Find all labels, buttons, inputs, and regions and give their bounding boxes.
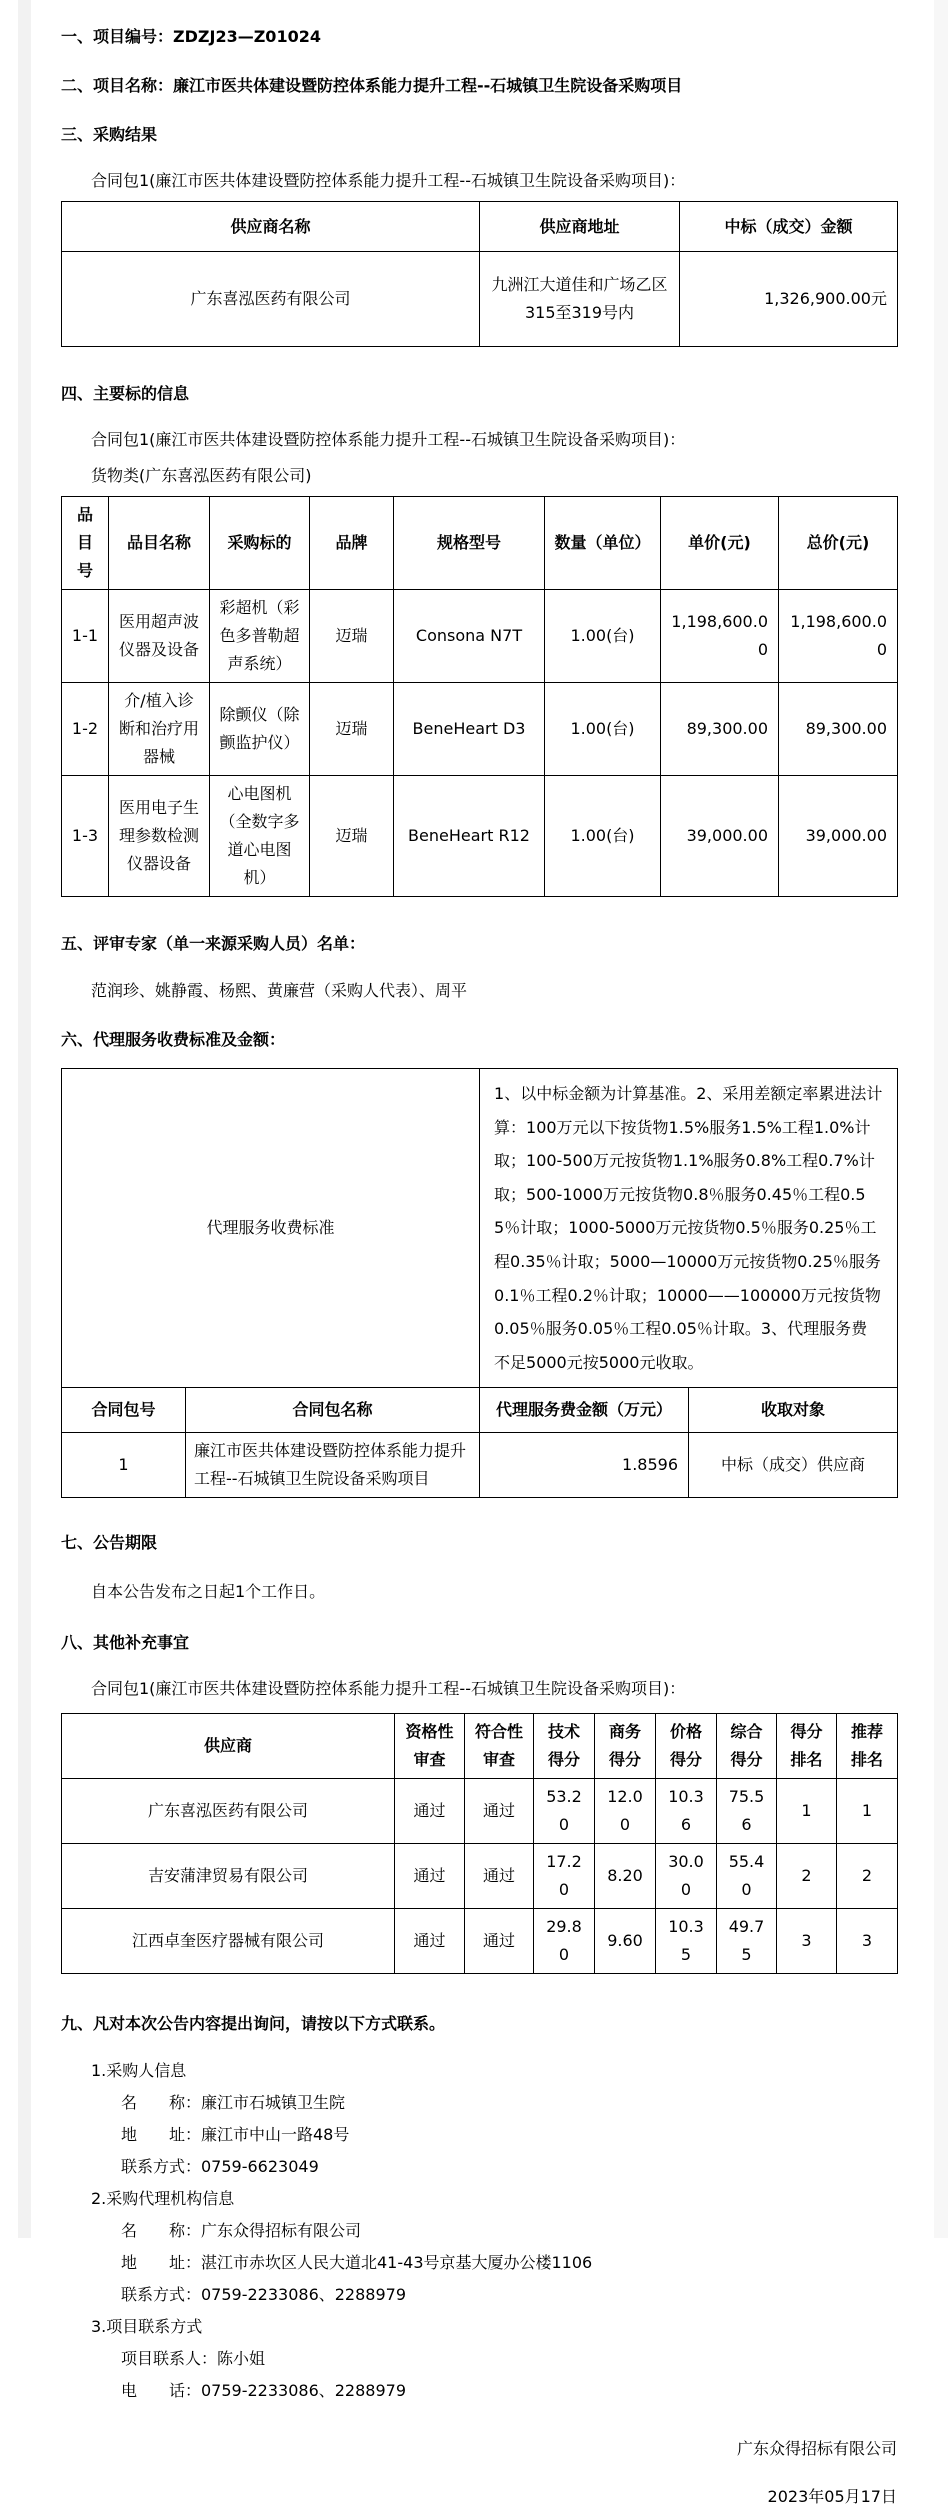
project-name-title: 二、项目名称：廉江市医共体建设暨防控体系能力提升工程--石城镇卫生院设备采购项目 bbox=[61, 76, 683, 95]
supplier-name-cell: 江西卓奎医疗器械有限公司 bbox=[62, 1909, 395, 1974]
goods-category-line: 货物类(广东喜泓医药有限公司) bbox=[91, 466, 312, 485]
buyer-info-heading: 1.采购人信息 bbox=[91, 2061, 187, 2081]
column-header: 品牌 bbox=[310, 497, 394, 590]
price-score-cell: 10.35 bbox=[656, 1909, 717, 1974]
column-header: 供应商 bbox=[62, 1714, 395, 1779]
table-header-row bbox=[62, 1714, 898, 1779]
table-header-row bbox=[62, 1388, 898, 1433]
experts-title: 五、评审专家（单一来源采购人员）名单： bbox=[61, 934, 366, 953]
item-name-cell: 医用超声波仪器及设备 bbox=[109, 590, 210, 683]
tech-score-cell: 53.20 bbox=[534, 1779, 595, 1844]
award-amount-cell: 1,326,900.00元 bbox=[680, 252, 898, 347]
agency-address: 地 址：湛江市赤坎区人民大道北41-43号京基大厦办公楼1106 bbox=[121, 2253, 593, 2273]
signature-company: 广东众得招标有限公司 bbox=[736, 2439, 897, 2459]
agency-info-heading: 2.采购代理机构信息 bbox=[91, 2189, 235, 2209]
recommend-rank-cell: 2 bbox=[837, 1844, 898, 1909]
table-row bbox=[62, 590, 898, 683]
experts-names: 范润珍、姚静霞、杨熙、黄廉营（采购人代表）、周平 bbox=[91, 981, 468, 1000]
bid-contract-package-intro: 合同包1(廉江市医共体建设暨防控体系能力提升工程--石城镇卫生院设备采购项目)： bbox=[91, 430, 686, 449]
item-name-cell: 介/植入诊断和治疗用器械 bbox=[109, 683, 210, 776]
unit-price-cell: 1,198,600.00 bbox=[661, 590, 779, 683]
score-rank-cell: 2 bbox=[777, 1844, 837, 1909]
column-header: 供应商名称 bbox=[62, 202, 480, 252]
business-score-cell: 9.60 bbox=[595, 1909, 656, 1974]
table-row bbox=[62, 1433, 898, 1498]
buyer-contact: 联系方式：0759-6623049 bbox=[121, 2157, 319, 2177]
tech-score-cell: 17.20 bbox=[534, 1844, 595, 1909]
signature-date: 2023年05月17日 bbox=[767, 2487, 897, 2507]
table-row bbox=[62, 683, 898, 776]
bid-items-table bbox=[61, 496, 898, 897]
result-contract-package-intro: 合同包1(廉江市医共体建设暨防控体系能力提升工程--石城镇卫生院设备采购项目)： bbox=[91, 171, 686, 190]
supplier-name-cell: 广东喜泓医药有限公司 bbox=[62, 1779, 395, 1844]
conformity-cell: 通过 bbox=[465, 1909, 534, 1974]
notice-period-text: 自本公告发布之日起1个工作日。 bbox=[91, 1582, 326, 1602]
project-number-title: 一、项目编号：ZDZJ23—Z01024 bbox=[61, 27, 321, 46]
recommend-rank-cell: 1 bbox=[837, 1779, 898, 1844]
agency-fee-title: 六、代理服务收费标准及金额： bbox=[61, 1030, 286, 1049]
fee-payer-cell: 中标（成交）供应商 bbox=[689, 1433, 898, 1498]
column-header: 代理服务费金额（万元） bbox=[480, 1388, 689, 1433]
qualification-cell: 通过 bbox=[395, 1844, 465, 1909]
tech-score-cell: 29.80 bbox=[534, 1909, 595, 1974]
table-row bbox=[62, 1844, 898, 1909]
column-header: 合同包名称 bbox=[186, 1388, 480, 1433]
total-price-cell: 39,000.00 bbox=[779, 776, 898, 897]
qualification-cell: 通过 bbox=[395, 1779, 465, 1844]
supplier-result-table bbox=[61, 201, 898, 347]
column-header: 得分排名 bbox=[777, 1714, 837, 1779]
column-header: 综合得分 bbox=[717, 1714, 777, 1779]
procurement-result-title: 三、采购结果 bbox=[61, 125, 158, 144]
fee-standard-text: 1、以中标金额为计算基准。2、采用差额定率累进法计算：100万元以下按货物1.5%服务1.5%工程1.0%计取；100-500万元按货物1.1%服务0.8%工程0.7%计取；500-1000万元按货物0.8％服务0.45％工程0.55％计取；1000-5000万元按货物0.5％服务0.25％工程0.35％计取；5000—10000万元按货物0.25％服务0.1％工程0.2％计取；10000——100000万元按货物0.05％服务0.05％工程0.05％计取。3、代理服务费不足5000元按5000元收取。 bbox=[480, 1069, 898, 1388]
supplier-address-cell: 九洲江大道佳和广场乙区315至319号内 bbox=[480, 252, 680, 347]
quantity-cell: 1.00(台) bbox=[545, 590, 661, 683]
project-contact-phone: 电 话：0759-2233086、2288979 bbox=[121, 2381, 407, 2401]
table-row bbox=[62, 1909, 898, 1974]
column-header: 推荐排名 bbox=[837, 1714, 898, 1779]
conformity-cell: 通过 bbox=[465, 1844, 534, 1909]
column-header: 采购标的 bbox=[210, 497, 310, 590]
score-rank-cell: 3 bbox=[777, 1909, 837, 1974]
business-score-cell: 8.20 bbox=[595, 1844, 656, 1909]
item-no-cell: 1-2 bbox=[62, 683, 109, 776]
page-left-gutter bbox=[18, 0, 31, 2238]
table-row bbox=[62, 776, 898, 897]
supplier-name-cell: 广东喜泓医药有限公司 bbox=[62, 252, 480, 347]
price-score-cell: 30.00 bbox=[656, 1844, 717, 1909]
buyer-address: 地 址：廉江市中山一路48号 bbox=[121, 2125, 350, 2145]
column-header: 单价(元) bbox=[661, 497, 779, 590]
table-row bbox=[62, 252, 898, 347]
column-header: 品目号 bbox=[62, 497, 109, 590]
column-header: 资格性审查 bbox=[395, 1714, 465, 1779]
score-rank-cell: 1 bbox=[777, 1779, 837, 1844]
quantity-cell: 1.00(台) bbox=[545, 776, 661, 897]
buyer-name: 名 称：廉江市石城镇卫生院 bbox=[121, 2093, 346, 2113]
item-no-cell: 1-3 bbox=[62, 776, 109, 897]
total-price-cell: 89,300.00 bbox=[779, 683, 898, 776]
brand-cell: 迈瑞 bbox=[310, 776, 394, 897]
column-header: 品目名称 bbox=[109, 497, 210, 590]
column-header: 收取对象 bbox=[689, 1388, 898, 1433]
supplier-name-cell: 吉安蒲津贸易有限公司 bbox=[62, 1844, 395, 1909]
qualification-cell: 通过 bbox=[395, 1909, 465, 1974]
item-no-cell: 1-1 bbox=[62, 590, 109, 683]
subject-cell: 心电图机（全数字多道心电图机） bbox=[210, 776, 310, 897]
column-header: 技术得分 bbox=[534, 1714, 595, 1779]
total-score-cell: 75.56 bbox=[717, 1779, 777, 1844]
quantity-cell: 1.00(台) bbox=[545, 683, 661, 776]
model-cell: BeneHeart R12 bbox=[394, 776, 545, 897]
column-header: 供应商地址 bbox=[480, 202, 680, 252]
unit-price-cell: 39,000.00 bbox=[661, 776, 779, 897]
bid-subject-title: 四、主要标的信息 bbox=[61, 384, 190, 403]
table-header-row bbox=[62, 497, 898, 590]
notice-period-title: 七、公告期限 bbox=[61, 1533, 158, 1553]
fee-amount-cell: 1.8596 bbox=[480, 1433, 689, 1498]
price-score-cell: 10.36 bbox=[656, 1779, 717, 1844]
contact-section-title: 九、凡对本次公告内容提出询问，请按以下方式联系。 bbox=[61, 2014, 446, 2034]
conformity-cell: 通过 bbox=[465, 1779, 534, 1844]
agency-fee-table bbox=[61, 1068, 898, 1498]
column-header: 符合性审查 bbox=[465, 1714, 534, 1779]
total-score-cell: 49.75 bbox=[717, 1909, 777, 1974]
model-cell: Consona N7T bbox=[394, 590, 545, 683]
brand-cell: 迈瑞 bbox=[310, 590, 394, 683]
package-name-cell: 廉江市医共体建设暨防控体系能力提升工程--石城镇卫生院设备采购项目 bbox=[186, 1433, 480, 1498]
column-header: 数量（单位） bbox=[545, 497, 661, 590]
announcement-document bbox=[61, 0, 897, 2513]
fee-standard-label: 代理服务收费标准 bbox=[62, 1069, 480, 1388]
item-name-cell: 医用电子生理参数检测仪器设备 bbox=[109, 776, 210, 897]
evaluation-score-table bbox=[61, 1713, 898, 1974]
package-no-cell: 1 bbox=[62, 1433, 186, 1498]
supplementary-title: 八、其他补充事宜 bbox=[61, 1633, 190, 1653]
subject-cell: 彩超机（彩色多普勒超声系统） bbox=[210, 590, 310, 683]
page-right-gutter bbox=[934, 0, 948, 2238]
table-row bbox=[62, 1779, 898, 1844]
column-header: 规格型号 bbox=[394, 497, 545, 590]
total-price-cell: 1,198,600.00 bbox=[779, 590, 898, 683]
project-contact-person: 项目联系人：陈小姐 bbox=[121, 2349, 266, 2369]
column-header: 总价(元) bbox=[779, 497, 898, 590]
agency-contact: 联系方式：0759-2233086、2288979 bbox=[121, 2285, 407, 2305]
model-cell: BeneHeart D3 bbox=[394, 683, 545, 776]
fee-standard-row bbox=[62, 1069, 898, 1388]
business-score-cell: 12.00 bbox=[595, 1779, 656, 1844]
agency-name: 名 称：广东众得招标有限公司 bbox=[121, 2221, 362, 2241]
subject-cell: 除颤仪（除颤监护仪） bbox=[210, 683, 310, 776]
project-contact-heading: 3.项目联系方式 bbox=[91, 2317, 203, 2337]
unit-price-cell: 89,300.00 bbox=[661, 683, 779, 776]
supplementary-contract-package-intro: 合同包1(廉江市医共体建设暨防控体系能力提升工程--石城镇卫生院设备采购项目)： bbox=[91, 1679, 686, 1699]
column-header: 商务得分 bbox=[595, 1714, 656, 1779]
brand-cell: 迈瑞 bbox=[310, 683, 394, 776]
column-header: 合同包号 bbox=[62, 1388, 186, 1433]
recommend-rank-cell: 3 bbox=[837, 1909, 898, 1974]
total-score-cell: 55.40 bbox=[717, 1844, 777, 1909]
table-header-row bbox=[62, 202, 898, 252]
column-header: 价格得分 bbox=[656, 1714, 717, 1779]
column-header: 中标（成交）金额 bbox=[680, 202, 898, 252]
